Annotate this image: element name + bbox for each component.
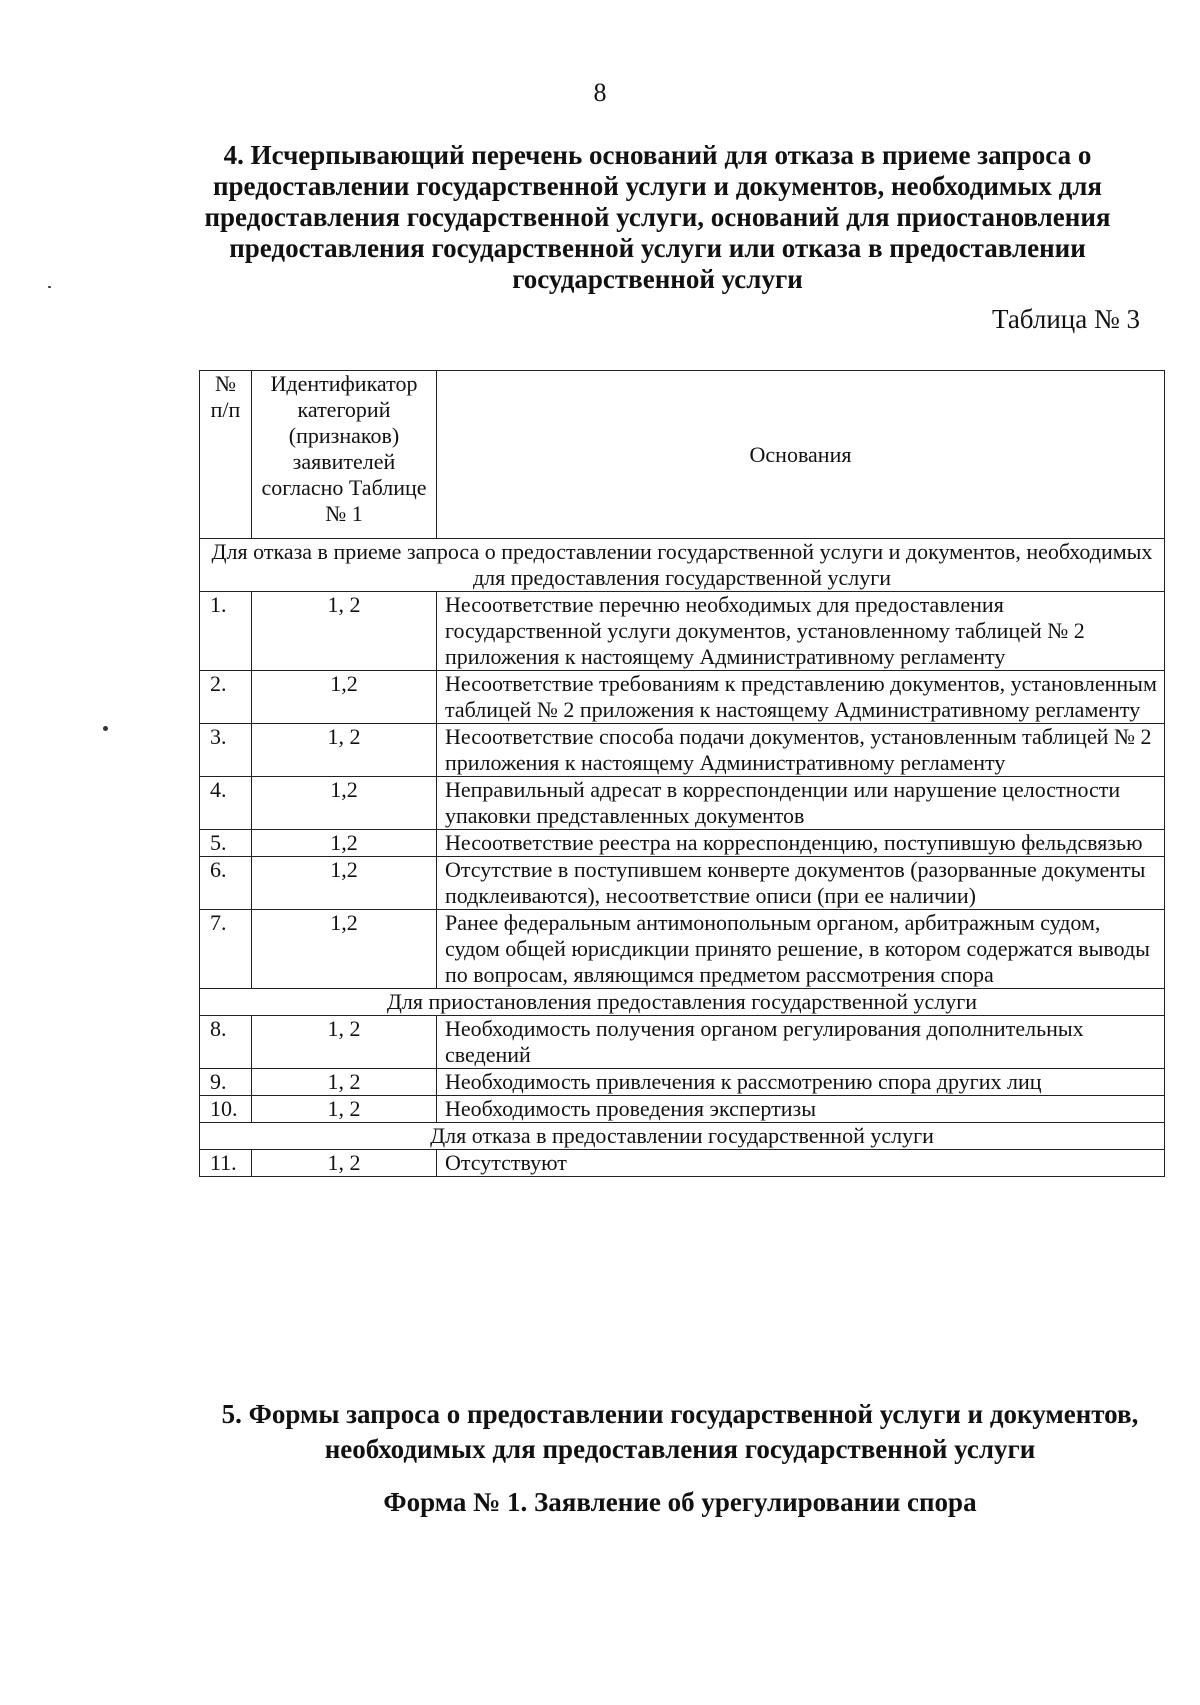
row-category-id: 1,2 (252, 777, 437, 830)
row-category-id: 1,2 (252, 830, 437, 857)
table-row (200, 1016, 1165, 1069)
row-category-id: 1, 2 (252, 724, 437, 777)
row-number: 2. (200, 671, 252, 724)
row-category-id: 1,2 (252, 671, 437, 724)
table-row (200, 1096, 1165, 1123)
grounds-table (199, 370, 1165, 1177)
row-number: 10. (200, 1096, 252, 1123)
row-basis: Несоответствие способа подачи документов, установленным таблицей № 2 приложения к настоящему Административному регламенту (437, 724, 1165, 777)
table-row (200, 857, 1165, 910)
page-number: 8 (593, 78, 607, 107)
row-category-id: 1, 2 (252, 1096, 437, 1123)
row-category-id: 1, 2 (252, 1069, 437, 1096)
table-row (200, 910, 1165, 989)
row-basis: Отсутствие в поступившем конверте документов (разорванные документы подклеиваются), несоответствие описи (при ее наличии) (437, 857, 1165, 910)
table-row (200, 592, 1165, 671)
table-row (200, 830, 1165, 857)
row-basis: Необходимость проведения экспертизы (437, 1096, 1165, 1123)
row-basis: Неправильный адресат в корреспонденции или нарушение целостности упаковки представленных документов (437, 777, 1165, 830)
row-category-id: 1, 2 (252, 592, 437, 671)
row-basis: Ранее федеральным антимонопольным органом, арбитражным судом, судом общей юрисдикции принято решение, в котором содержатся выводы по вопросам, являющимся предметом рассмотрения спора (437, 910, 1165, 989)
table-header-row (200, 371, 1165, 539)
group-title: Для отказа в приеме запроса о предоставлении государственной услуги и документов, необходимых для предоставления государственной услуги (200, 539, 1165, 592)
table-row (200, 671, 1165, 724)
table-row (200, 724, 1165, 777)
row-basis: Необходимость привлечения к рассмотрению спора других лиц (437, 1069, 1165, 1096)
table-group-row (200, 989, 1165, 1016)
table-group-row (200, 1123, 1165, 1150)
header-category-id: Идентификатор категорий (признаков) заявителей согласно Таблице № 1 (252, 371, 437, 539)
row-basis: Несоответствие требованиям к представлению документов, установленным таблицей № 2 приложения к настоящему Административному регламенту (437, 671, 1165, 724)
row-number: 8. (200, 1016, 252, 1069)
form-1-heading: Форма № 1. Заявление об урегулировании спора (383, 1487, 977, 1517)
group-title: Для отказа в предоставлении государственной услуги (200, 1123, 1165, 1150)
row-category-id: 1, 2 (252, 1016, 437, 1069)
row-number: 6. (200, 857, 252, 910)
scan-speck (103, 726, 108, 731)
row-number: 7. (200, 910, 252, 989)
row-number: 3. (200, 724, 252, 777)
row-number: 1. (200, 592, 252, 671)
row-basis: Несоответствие реестра на корреспонденцию, поступившую фельдсвязью (437, 830, 1165, 857)
row-number: 4. (200, 777, 252, 830)
row-basis: Отсутствуют (437, 1150, 1165, 1177)
row-basis: Необходимость получения органом регулирования дополнительных сведений (437, 1016, 1165, 1069)
table-row (200, 1150, 1165, 1177)
section-5-heading: 5. Формы запроса о предоставлении государственной услуги и документов, необходимых для предоставления государственной услуги (221, 1399, 1139, 1464)
row-category-id: 1, 2 (252, 1150, 437, 1177)
scan-speck (48, 286, 51, 288)
section-4-heading: 4. Исчерпывающий перечень оснований для отказа в приеме запроса о предоставлении государственной услуги и документов, необходимых для предоставления государственной услуги, оснований для приостановления предоставления государственной услуги или отказа в предоставлении государственной услуги (204, 140, 1111, 294)
table-caption: Таблица № 3 (992, 304, 1140, 334)
table-row (200, 777, 1165, 830)
group-title: Для приостановления предоставления государственной услуги (200, 989, 1165, 1016)
row-category-id: 1,2 (252, 857, 437, 910)
header-num: № п/п (200, 371, 252, 539)
row-number: 11. (200, 1150, 252, 1177)
table-group-row (200, 539, 1165, 592)
row-basis: Несоответствие перечню необходимых для предоставления государственной услуги документов, установленному таблицей № 2 приложения к настоящему Административному регламенту (437, 592, 1165, 671)
row-number: 5. (200, 830, 252, 857)
header-basis: Основания (437, 371, 1165, 539)
row-number: 9. (200, 1069, 252, 1096)
row-category-id: 1,2 (252, 910, 437, 989)
table-row (200, 1069, 1165, 1096)
